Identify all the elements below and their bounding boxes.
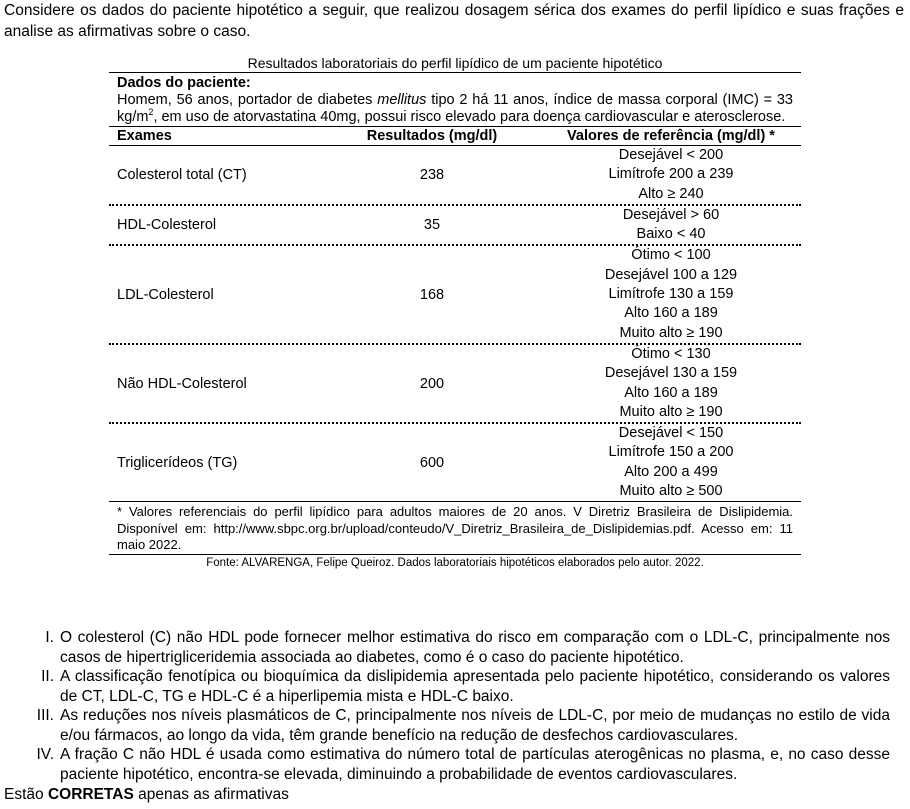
- patient-text-italic: mellitus: [377, 92, 427, 108]
- exam-result: 600: [419, 454, 445, 471]
- exam-name: LDL-Colesterol: [117, 286, 214, 303]
- statement-text: A classificação fenotípica ou bioquímica da dislipidemia apresentada pelo paciente hipotético, considerando os valores de CT, LDL-C, TG e HDL-C é a hiperlipemia mista e HDL-C baixo.: [60, 668, 890, 705]
- header-result: Resultados (mg/dl): [366, 128, 498, 144]
- exam-name: HDL-Colesterol: [117, 217, 217, 234]
- table-header: [109, 127, 801, 145]
- reference-value: Alto 200 a 499: [624, 463, 718, 480]
- final-prefix: Estão: [4, 786, 48, 803]
- reference-value: Alto 160 a 189: [624, 384, 718, 401]
- reference-value: Desejável 100 a 129: [604, 266, 738, 283]
- statement-number: II.: [41, 668, 54, 685]
- intro-text: Considere os dados do paciente hipotético a seguir, que realizou dosagem sérica dos exames do perfil lipídico e suas frações e analise as afirmativas sobre o caso.: [4, 2, 904, 40]
- exam-result: 200: [419, 375, 445, 392]
- final-bold: CORRETAS: [47, 786, 134, 803]
- patient-heading: Dados do paciente:: [117, 75, 251, 91]
- reference-value: Desejável < 200: [618, 147, 724, 163]
- statement-number: IV.: [36, 746, 54, 763]
- statement-number: III.: [36, 707, 54, 724]
- final-question: [4, 786, 289, 804]
- header-exam: Exames: [117, 128, 172, 144]
- reference-value: Ótimo < 100: [631, 247, 711, 264]
- reference-values: [542, 246, 800, 342]
- reference-value: Ótimo < 130: [631, 345, 711, 362]
- patient-text-3: , em uso de atorvastatina 40mg, possui risco elevado para doença cardiovascular e aterosclerose.: [153, 109, 786, 125]
- statement-item: [30, 745, 890, 784]
- statement-text: O colesterol (C) não HDL pode fornecer melhor estimativa do risco em comparação com o LDL-C, principalmente nos casos de hipertrigliceridemia associada ao diabetes, como é o caso do paciente hipotético.: [60, 629, 890, 666]
- statements-list: [30, 628, 890, 784]
- table-row: [109, 345, 801, 422]
- reference-value: Baixo < 40: [636, 226, 706, 243]
- reference-values: [542, 345, 800, 422]
- exam-result: 168: [419, 286, 445, 303]
- statement-text: A fração C não HDL é usada como estimativa do número total de partículas aterogênicas no plasma, e, no caso desse paciente hipotético, encontra-se elevada, diminuindo a probabilidade de eventos cardiovasculares.: [60, 746, 890, 783]
- table-row: [109, 206, 801, 245]
- reference-value: Alto 160 a 189: [624, 305, 718, 322]
- table-row: [109, 146, 801, 204]
- reference-value: Alto ≥ 240: [638, 185, 704, 202]
- reference-values: [542, 206, 800, 245]
- reference-values: [542, 424, 800, 501]
- reference-value: Desejável > 60: [622, 206, 720, 223]
- reference-value: Muito alto ≥ 500: [619, 483, 723, 500]
- patient-sup: 2: [148, 107, 154, 117]
- exam-name: Colesterol total (CT): [117, 166, 247, 183]
- final-suffix: apenas as afirmativas: [133, 786, 289, 803]
- statement-item: [30, 667, 890, 706]
- statement-item: [30, 628, 890, 667]
- header-ref: Valores de referência (mg/dl) *: [567, 128, 775, 144]
- reference-value: Limítrofe 130 a 159: [608, 286, 734, 303]
- patient-text-1: Homem, 56 anos, portador de diabetes: [117, 92, 378, 108]
- statement-text: As reduções nos níveis plasmáticos de C, principalmente nos níveis de LDL-C, por meio de mudanças no estilo de vida e/ou fármacos, ao longo da vida, têm grande benefício na redução de desfechos cardiovasculares.: [60, 707, 890, 744]
- table-caption: Resultados laboratoriais do perfil lipídico de um paciente hipotético: [247, 55, 663, 71]
- table-source: Fonte: ALVARENGA, Felipe Queiroz. Dados laboratoriais hipotéticos elaborados pelo autor. 2022.: [206, 556, 704, 569]
- exam-name: Triglicerídeos (TG): [117, 454, 238, 471]
- patient-description: [117, 92, 793, 126]
- exam-result: 238: [419, 166, 445, 183]
- patient-text-2: tipo 2 há 11 anos, índice de massa corporal (IMC) = 33 kg/m: [117, 92, 794, 125]
- reference-value: Limítrofe 150 a 200: [608, 444, 734, 461]
- reference-value: Muito alto ≥ 190: [619, 324, 723, 341]
- table-footnote: * Valores referenciais do perfil lipídico para adultos maiores de 20 anos. V Diretriz Brasileira de Dislipidemia. Disponível em: http://www.sbpc.org.br/upload/conteudo/V_Diretriz_Brasileira_de_Dislipidemias.pdf. Acesso em: 11 maio 2022.: [117, 504, 793, 553]
- lipid-table: [109, 54, 801, 572]
- exam-name: Não HDL-Colesterol: [117, 375, 247, 392]
- reference-values: [542, 146, 800, 204]
- reference-value: Muito alto ≥ 190: [619, 403, 723, 420]
- reference-value: Limítrofe 200 a 239: [608, 166, 734, 183]
- reference-value: Desejável < 150: [618, 425, 724, 442]
- statement-item: [30, 706, 890, 745]
- table-row: [109, 246, 801, 342]
- table-body: [109, 146, 801, 501]
- statement-number: I.: [45, 629, 54, 646]
- exam-result: 35: [423, 217, 441, 234]
- reference-value: Desejável 130 a 159: [604, 365, 738, 382]
- table-row: [109, 424, 801, 501]
- patient-data: [109, 73, 801, 126]
